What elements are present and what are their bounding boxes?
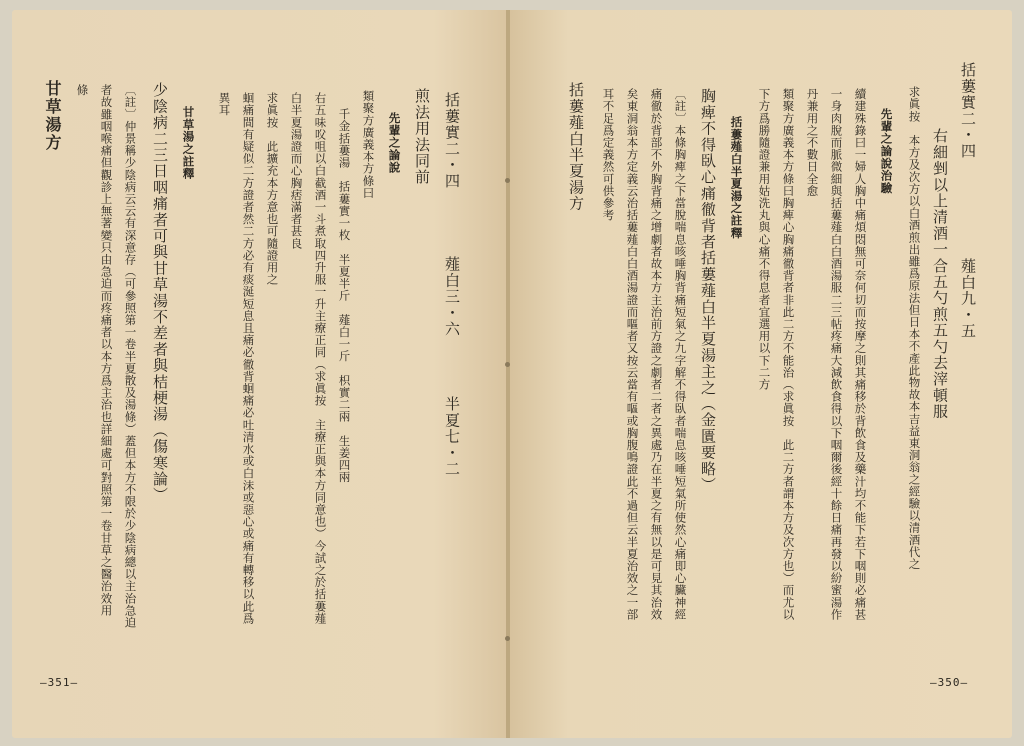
case-line: 一身肉脫而脈微細與括蔞薤白白酒湯服二三帖疼痛大減飲食得以下咽爾後經十餘日痛再發以紛蜜湯作 [829, 88, 844, 621]
commentary-line: 者故雖咽喉痛但觀診上無著變只由急迫而疼痛者以本方爲主治也詳細處可對照第一卷甘草之醫治效用 [99, 84, 114, 617]
preparation-text: 煎法用法同前 [413, 88, 431, 186]
herb-line: 半夏七・二 [443, 396, 461, 477]
note-text: 求眞按 本方及次方以白酒煎出雖爲原法但日本不產此物故本吉益東洞翁之經驗以清酒代之 [907, 86, 922, 570]
body-line: 異耳 [217, 92, 232, 117]
binding-stitch [505, 362, 510, 367]
body-line: 求眞按 此擴充本方意也可隨證用之 [265, 92, 280, 286]
next-title: 甘草湯方 [43, 80, 62, 152]
body-line: 類聚方廣義本方條曰 [361, 90, 376, 199]
main-text: 胸痺不得臥心痛徹背者括蔞薤白半夏湯主之（金匱要略） [699, 88, 717, 493]
herb-line: 括蔞實二・四 [443, 92, 461, 190]
herb-line: 薤白三・六 [443, 256, 461, 337]
herb-line: 括蔞實二・四 [959, 62, 977, 160]
binding-stitch [505, 636, 510, 641]
commentary-line: 耳不足爲定義然可供參考 [601, 88, 616, 222]
commentary-line: 〔註〕本條胸痺之下當脫喘息咳唾胸背痛短氣之九字解不得臥者喘息咳唾短氣所使然心痛即心臟神經 [673, 88, 688, 621]
body-line: 白半夏湯證而心胸痞滿者甚良 [289, 92, 304, 250]
case-line: 下方爲勝隨證兼用姑洗丸與心痛不得息者宜選用以下二方 [757, 88, 772, 391]
preparation-text: 右細剉以上清酒一合五勺煎五勺去滓頓服 [931, 128, 949, 420]
body-line: 右五味㕮咀以白截酒一斗煮取四升服一升主療正同（求眞按 主療正與本方同意也）今試之於括蔞薤 [313, 92, 328, 625]
book-spine [506, 10, 510, 738]
case-line: 續建殊錄曰一婦人胸中痛煩悶無可奈何切而按摩之則其痛移於背飲食及藥汁均不能下若下咽則必痛甚 [853, 88, 868, 621]
section-heading: 括蔞薤白半夏湯之註釋 [729, 116, 744, 239]
section-heading: 先輩之論說 [387, 112, 402, 174]
commentary-line: 矣東洞翁本方定義云治括蔞薤白白酒湯證而嘔者又按云當有嘔或胸腹鳴證此不過但云半夏治效之一部 [625, 88, 640, 621]
commentary-line: 條 [75, 84, 90, 97]
body-line: 蛔痛間有疑似二方證者然二方必有痰涎短息且痛必徹背蛔痛必吐清水或白沫或惡心或痛有轉移以此爲 [241, 92, 256, 625]
page-number: —350— [930, 676, 969, 689]
section-heading: 甘草湯之註釋 [181, 106, 196, 180]
case-line: 丹兼用之不數日全愈 [805, 88, 820, 197]
herb-line: 薤白九・五 [959, 258, 977, 339]
page-number: —351— [40, 676, 79, 689]
case-line: 類聚方廣義本方條曰胸痺心胸痛徹背者非此二方不能治（求眞按 此二方者謂本方及次方也）而尤以 [781, 88, 796, 621]
body-line: 千金括蔞湯 括蔞實一枚 半夏半斤 薤白一斤 枳實二兩 生姜四兩 [337, 108, 352, 484]
next-title: 括蔞薤白半夏湯方 [567, 82, 585, 212]
main-text: 少陰病二三日咽痛者可與甘草湯不差者與桔梗湯（傷寒論） [151, 82, 169, 504]
commentary-line: 〔註〕仲景稱少陰病云云有深意存（可參照第一卷半夏散及湯條）蓋但本方不限於少陰病總以主治急迫 [123, 84, 138, 629]
binding-stitch [505, 178, 510, 183]
commentary-line: 痛徹於背部不外胸背痛之增劇者故本方主治前方證之劇者二者之異處乃在半夏之有無以是可見其治效 [649, 88, 664, 621]
section-heading: 先輩之論說治驗 [879, 108, 894, 195]
